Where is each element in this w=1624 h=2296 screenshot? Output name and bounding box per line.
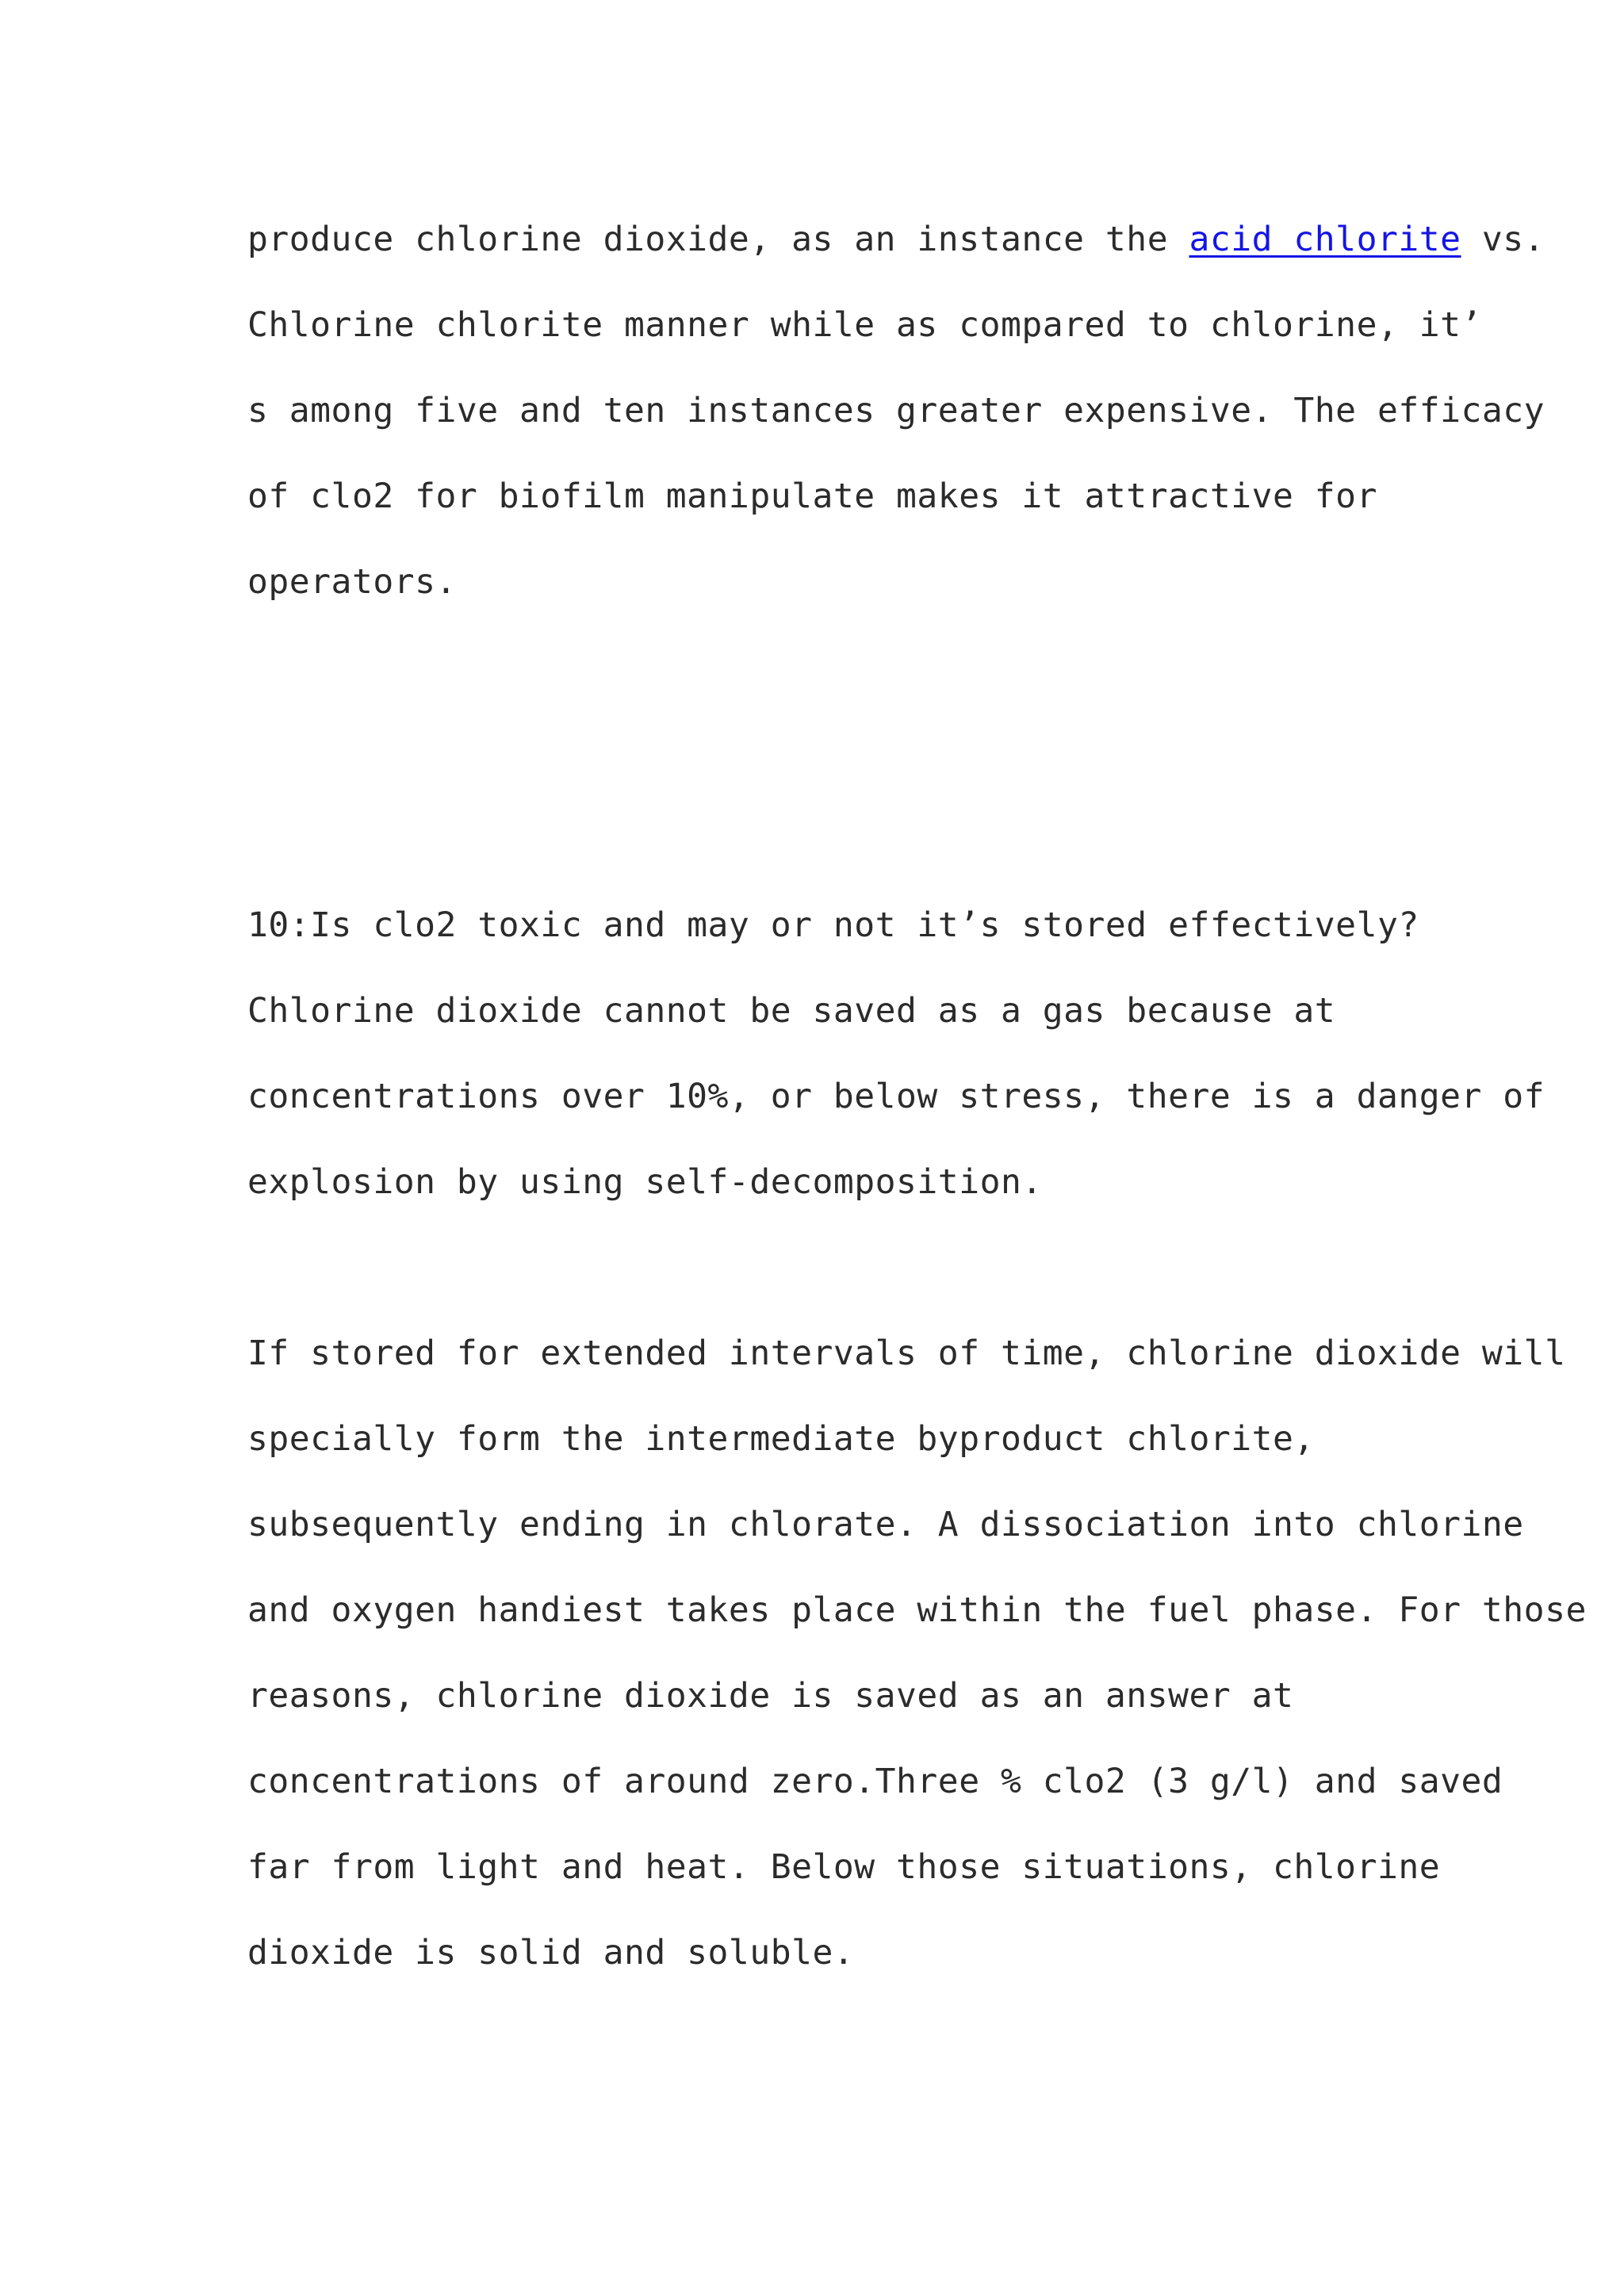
acid-chlorite-link[interactable]: acid chlorite xyxy=(1189,220,1461,259)
paragraph-3-line-5: reasons, chlorine dioxide is saved as an answer at xyxy=(247,1676,1294,1716)
paragraph-2-line-2: Chlorine dioxide cannot be saved as a gas because at xyxy=(247,991,1336,1031)
paragraph-3-line-2: specially form the intermediate byproduct chlorite, xyxy=(247,1419,1315,1459)
question-heading: 10:Is clo2 toxic and may or not it’s stored effectively? xyxy=(247,905,1419,945)
paragraph-3-line-1: If stored for extended intervals of time, chlorine dioxide will xyxy=(247,1334,1566,1373)
line-text-before-link: produce chlorine dioxide, as an instance the xyxy=(247,220,1189,259)
paragraph-1-line-3: s among five and ten instances greater expensive. The efficacy xyxy=(247,391,1545,430)
paragraph-3-line-8: dioxide is solid and soluble. xyxy=(247,1933,855,1973)
line-text-after-link: vs. xyxy=(1461,220,1545,259)
paragraph-1-line-2: Chlorine chlorite manner while as compared to chlorine, it’ xyxy=(247,305,1482,345)
paragraph-3-line-7: far from light and heat. Below those situations, chlorine xyxy=(247,1847,1441,1887)
paragraph-2-line-4: explosion by using self-decomposition. xyxy=(247,1162,1043,1202)
paragraph-3-line-6: concentrations of around zero.Three % clo2 (3 g/l) and saved xyxy=(247,1762,1503,1801)
paragraph-1-line-4: of clo2 for biofilm manipulate makes it attractive for xyxy=(247,476,1377,516)
paragraph-2-line-3: concentrations over 10%, or below stress, there is a danger of xyxy=(247,1077,1545,1116)
paragraph-1-line-1 xyxy=(247,216,1545,263)
paragraph-1-line-5: operators. xyxy=(247,562,457,602)
paragraph-3-line-3: subsequently ending in chlorate. A dissociation into chlorine xyxy=(247,1505,1524,1544)
paragraph-3-line-4: and oxygen handiest takes place within the fuel phase. For those xyxy=(247,1590,1587,1630)
